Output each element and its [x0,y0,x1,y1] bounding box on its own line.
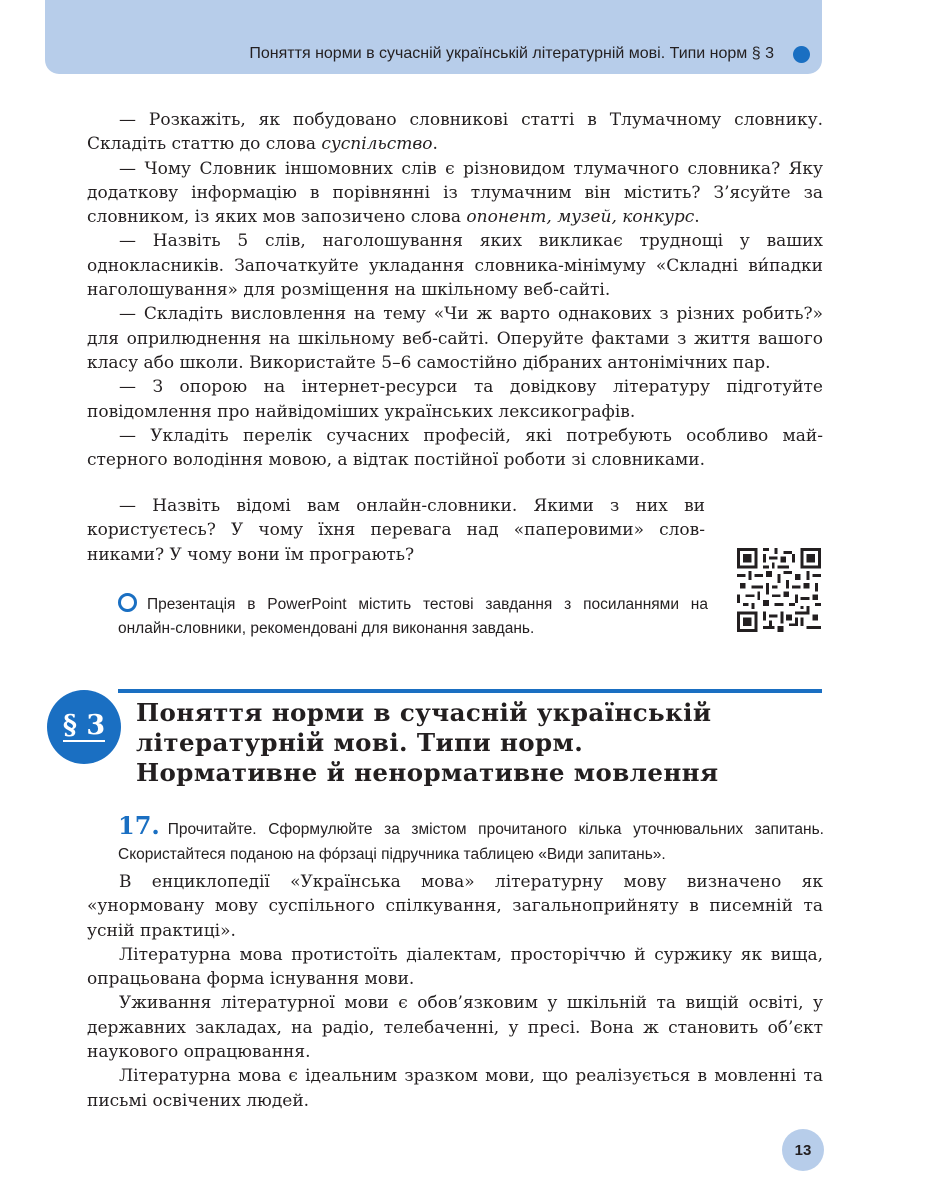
tasks-block-narrow [87,494,705,567]
exercise-instruction: Прочитайте. Сформулюйте за змістом прочитаного кілька уточнювальних запитань. Скористайтеся поданою на фо́рзаці підручника таблицею «Види запитань». [118,821,824,863]
task-item: — Укладіть перелік сучасних професій, які потребують особливо майстерного володіння мовою, а відтак постійної роботи зі словниками. [87,425,823,471]
section-title [136,698,816,788]
task-item: — Назвіть 5 слів, наголошування яких викликає труднощі у ваших однокласників. Започаткуйте укладання словника-мінімуму «Складні ви́падки наголошування» для розміщення на шкільному веб-сайті. [87,231,823,301]
section-number: § 3 [62,710,106,741]
task-item: — Назвіть відомі вам онлайн-словники. Якими з них ви користуєтесь? У чому їхня перевага над «паперовими» словниками? У чому вони їм програють? [87,496,705,565]
bullet-dot-icon [793,46,810,63]
section-title-line: літературній мові. Типи норм. [136,728,584,757]
reading-text [87,870,823,1113]
running-title: Поняття норми в сучасній українській літературній мові. Типи норм § 3 [249,45,774,62]
reading-paragraph: Уживання літературної мови є обов’язковим у шкільній та вищій освіті, у державних закладах, на радіо, телебаченні, у пресі. Вона ж становить об’єкт наукового опрацювання. [87,993,823,1063]
note-text: Презентація в PowerPoint містить тестові завдання з посиланнями на онлайн-словники, рекомендовані для виконання завдань. [118,596,708,637]
reading-paragraph: Літературна мова протистоїть діалектам, просторіччю й суржику як вища, опрацьована форма існування мови. [87,944,823,990]
presentation-note [118,593,708,641]
task-item: — Чому Словник іншомовних слів є різновидом тлумачного словника? Яку додаткову інформацію в порівнянні із тлумачним він містить? З’ясуйте за словником, із яких мов запозичено слова опонент, музей, конкурс. [87,158,823,228]
emphasis-word: суспільство [321,134,433,155]
running-header [45,0,822,74]
exercise-number: 17. [118,811,160,840]
section-rule [118,689,822,693]
page-number: 13 [782,1129,824,1171]
tasks-block [87,108,823,472]
section-title-line: Поняття норми в сучасній українській [136,698,712,727]
qr-code-icon[interactable] [737,548,821,632]
reading-paragraph: Літературна мова є ідеальним зразком мови, що реалізується в мовленні та письмі освічених людей. [87,1066,823,1111]
reading-paragraph: В енциклопедії «Українська мова» літературну мову визначено як «унормовану мову суспільного спілкування, загальноприйняту в писемній та усній практиці». [87,872,823,941]
task-item: — Складіть висловлення на тему «Чи ж варто однакових з різних робить?» для оприлюднення на шкільному веб-сайті. Оперуйте фактами з життя вашого класу або школи. Використайте 5–6 самостійно дібраних антонімічних пар. [87,304,823,373]
circle-bullet-icon [118,593,137,612]
task-item: — Розкажіть, як побудовано словникові статті в Тлумачному словнику. Складіть статтю до слова суспільство. [87,110,823,155]
task-item: — З опорою на інтернет-ресурси та довідкову літературу підготуйте повідомлення про найвідоміших українських лексикографів. [87,377,823,422]
emphasis-word: опонент, музей, конкурс [466,207,695,228]
exercise-17 [118,813,824,867]
section-title-line: Нормативне й ненормативне мовлення [136,758,719,787]
section-badge [47,690,121,764]
